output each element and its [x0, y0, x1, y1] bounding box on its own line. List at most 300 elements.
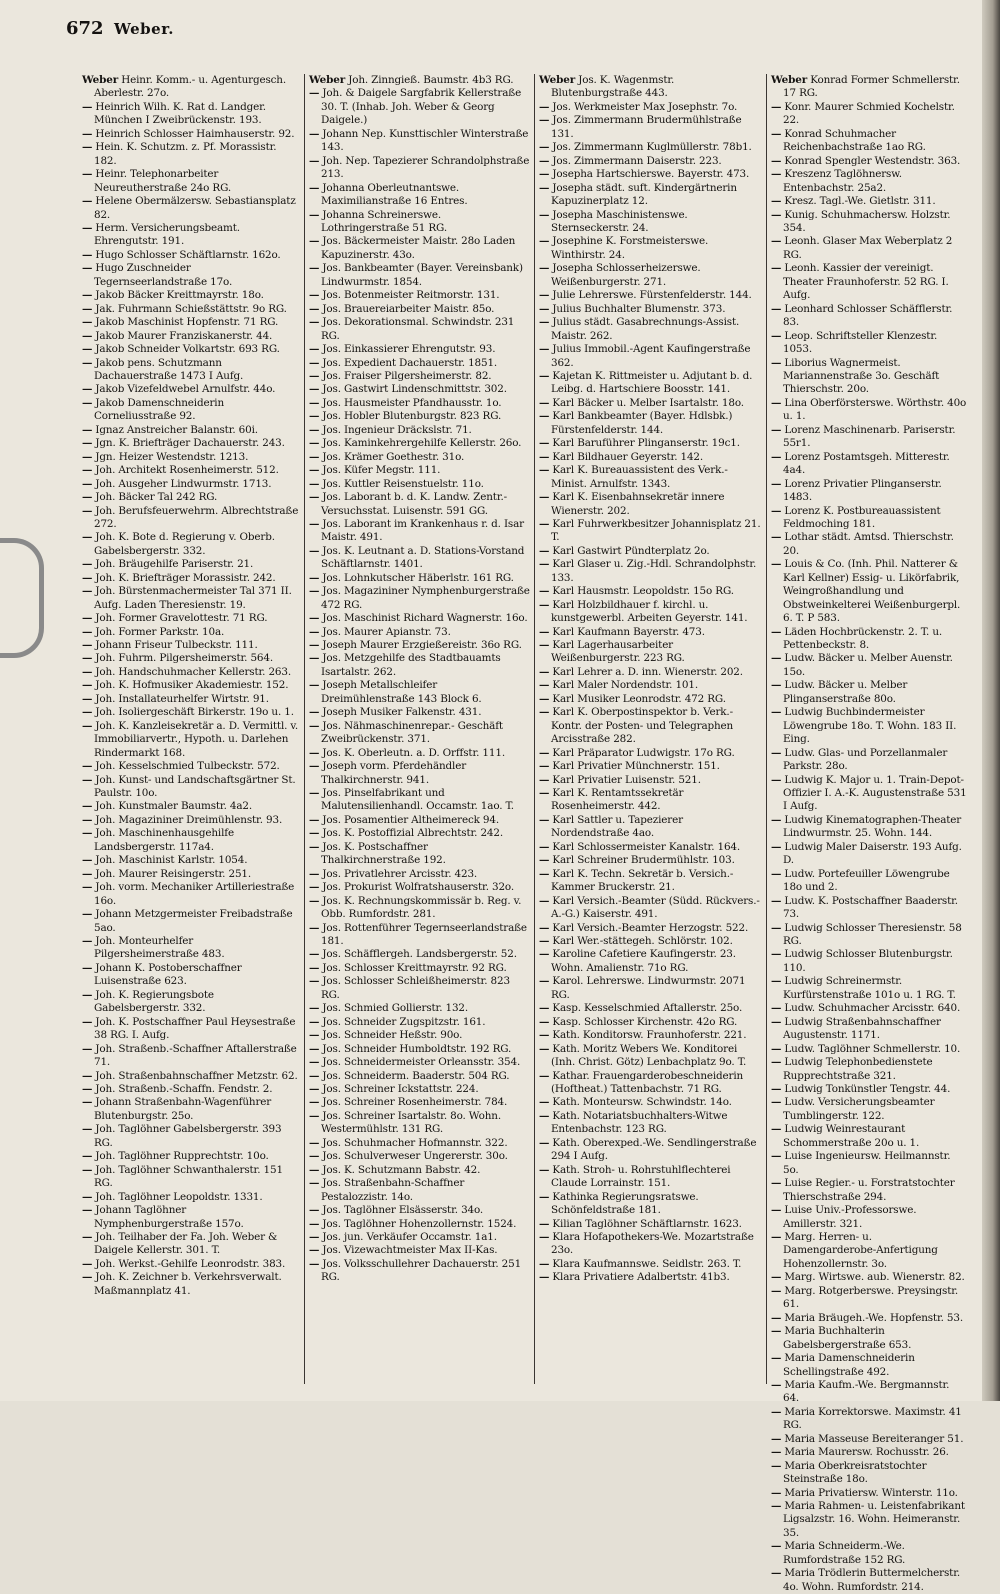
entry-text: Karl Privatier Luisenstr. 521. — [549, 773, 701, 786]
entry-text: Klara Privatiere Adalbertstr. 41b3. — [549, 1271, 730, 1284]
entry-surname: — — [771, 948, 782, 961]
entry-text: Heinrich Wilh. K. Rat d. Landger. München I Zweibrückenstr. 193. — [92, 100, 266, 127]
directory-entry — [771, 262, 968, 302]
directory-entry — [82, 666, 300, 679]
entry-text: Jgn. K. Briefträger Dachauerstr. 243. — [92, 437, 285, 450]
entry-surname: — — [82, 477, 93, 490]
entry-surname: — — [309, 316, 320, 329]
entry-text: Kasp. Schlosser Kirchenstr. 42o RG. — [549, 1015, 738, 1028]
directory-entry — [771, 1016, 968, 1043]
entry-text: Leop. Schriftsteller Klenzestr. 1053. — [781, 329, 938, 356]
entry-text: Kathinka Regierungsratswe. Schönfeldstraße 181. — [549, 1190, 699, 1217]
entry-text: Jos. Zimmermann Daiserstr. 223. — [549, 154, 722, 167]
entry-text: Karl Maler Nordendstr. 101. — [549, 679, 699, 692]
directory-entry — [309, 585, 530, 612]
entry-text: Jakob Bäcker Kreittmayrstr. 18o. — [92, 289, 264, 302]
entry-text: Maria Rahmen- u. Leistenfabrikant Ligsalzstr. 16. Wohn. Heimeranstr. 35. — [781, 1500, 965, 1539]
entry-surname: — — [82, 867, 93, 880]
directory-entry — [309, 410, 530, 423]
directory-entry — [82, 195, 300, 222]
entry-text: Joh. K. Zeichner b. Verkehrsverwalt. Maßmannplatz 41. — [92, 1271, 282, 1297]
entry-text: Jos. Kuttler Reisenstuelstr. 11o. — [319, 477, 484, 490]
entry-surname: — — [309, 1069, 320, 1082]
entry-text: Karl Baruführer Plinganserstr. 19c1. — [549, 437, 740, 450]
entry-text: Jos. jun. Verkäufer Occamstr. 1a1. — [319, 1230, 497, 1243]
entry-surname: — — [82, 1096, 93, 1109]
entry-text: Jos. Metzgehilfe des Stadtbauamts Isartalstr. 262. — [319, 652, 501, 678]
directory-entry — [309, 383, 530, 396]
entry-surname: — — [539, 208, 550, 221]
entry-text: Julius Immobil.-Agent Kaufingerstraße 362. — [549, 343, 751, 369]
directory-entry — [82, 1204, 300, 1231]
directory-entry — [82, 652, 300, 665]
entry-surname: — — [539, 598, 550, 611]
entry-text: Joh. K. Kanzleisekretär a. D. Vermittl. v. Immobiliarvertr., Hypoth. u. Darlehen Rindermarkt 168. — [92, 719, 299, 759]
entry-surname: — — [771, 1123, 782, 1136]
directory-entry — [539, 1231, 762, 1258]
entry-surname: — — [309, 1029, 320, 1042]
paper-clip — [0, 538, 44, 658]
directory-entry — [539, 693, 762, 706]
entry-text: Jos. Schneidermeister Orleansstr. 354. — [319, 1056, 521, 1069]
directory-entry — [309, 182, 530, 209]
entry-text: Jos. K. Postschaffner Thalkirchnerstraße 192. — [319, 840, 446, 867]
entry-surname: — — [82, 491, 93, 504]
directory-entry — [309, 1231, 530, 1244]
directory-entry — [539, 1043, 762, 1070]
directory-entry — [771, 679, 968, 706]
entry-text: Karl Hausmstr. Leopoldstr. 15o RG. — [549, 585, 734, 598]
entry-surname: — — [82, 1190, 93, 1203]
entry-text: Joseph Musiker Falkenstr. 431. — [319, 706, 482, 719]
entry-surname: — — [539, 369, 550, 382]
directory-entry — [309, 397, 530, 410]
entry-surname: — — [82, 127, 93, 140]
entry-surname: — — [771, 921, 782, 934]
directory-entry — [82, 814, 300, 827]
entry-surname: — — [82, 800, 93, 813]
entry-surname: — — [771, 1540, 782, 1553]
entry-text: Helene Obermälzersw. Sebastiansplatz 82. — [92, 195, 296, 221]
directory-entry — [539, 464, 762, 491]
entry-surname: — — [539, 840, 550, 853]
entry-text: Heinr. Komm.- u. Agenturgesch. Aberlestr. 27o. — [94, 74, 286, 100]
entry-text: Karl Privatier Münchnerstr. 151. — [549, 760, 720, 773]
entry-surname: — — [82, 854, 93, 867]
entry-text: Jakob pens. Schutzmann Dachauerstraße 1473 I Aufg. — [92, 356, 244, 382]
directory-entry — [539, 235, 762, 262]
entry-text: Johann Taglöhner Nymphenburgerstraße 157o. — [92, 1204, 244, 1230]
directory-entry — [309, 289, 530, 302]
entry-surname: — — [539, 706, 550, 719]
directory-entry — [539, 1137, 762, 1164]
directory-entry — [539, 787, 762, 814]
entry-text: Karl Bankbeamter (Bayer. Hdlsbk.) Fürstenfelderstr. 144. — [549, 410, 733, 436]
entry-surname: — — [82, 988, 93, 1001]
entry-text: Karl Bildhauer Geyerstr. 142. — [549, 450, 704, 463]
directory-entry — [771, 1056, 968, 1083]
directory-entry — [82, 612, 300, 625]
entry-text: Kilian Taglöhner Schäftlarnstr. 1623. — [549, 1217, 742, 1230]
directory-entry — [771, 195, 968, 208]
directory-entry — [82, 478, 300, 491]
entry-surname: — — [771, 1405, 782, 1418]
entry-surname: — — [82, 531, 93, 544]
directory-entry — [82, 101, 300, 128]
entry-surname: — — [82, 168, 93, 181]
directory-entry — [771, 1204, 968, 1231]
entry-text: Karl K. Bureauassistent des Verk.-Minist. Arnulfstr. 1343. — [549, 464, 728, 490]
entry-surname: — — [771, 746, 782, 759]
directory-entry — [309, 451, 530, 464]
entry-surname: — — [771, 1096, 782, 1109]
entry-text: Karl Präparator Ludwigstr. 17o RG. — [549, 746, 735, 759]
directory-entry — [771, 1352, 968, 1379]
directory-entry — [309, 881, 530, 894]
entry-surname: — — [771, 100, 782, 113]
directory-entry — [539, 760, 762, 773]
entry-text: Jos. Schreiner Rosenheimerstr. 784. — [319, 1096, 508, 1109]
entry-text: Jos. Posamentier Altheimereck 94. — [319, 813, 500, 826]
entry-surname: — — [771, 396, 782, 409]
entry-surname: — — [82, 100, 93, 113]
entry-text: Kathar. Frauengarderobeschneiderin (Hoftheat.) Tattenbachstr. 71 RG. — [549, 1069, 744, 1095]
entry-text: Lorenz Maschinenarb. Pariserstr. 55r1. — [781, 423, 956, 450]
entry-surname: — — [771, 450, 782, 463]
entry-text: Hein. K. Schutzm. z. Pf. Morassistr. 182. — [92, 141, 277, 167]
entry-surname: — — [771, 1204, 782, 1217]
entry-surname: — — [309, 383, 320, 396]
entry-text: Ludw. Versicherungsbeamter Tumblingerstr. 122. — [781, 1096, 935, 1122]
entry-text: Karl K. Rentamtssekretär Rosenheimerstr. 442. — [549, 787, 684, 813]
directory-entry — [82, 962, 300, 989]
directory-entry — [309, 518, 530, 545]
entry-text: Ludwig Kinematographen-Theater Lindwurmstr. 25. Wohn. 144. — [781, 813, 962, 840]
entry-surname: — — [309, 410, 320, 423]
directory-entry — [82, 1083, 300, 1096]
entry-text: Jos. Maschinist Richard Wagnerstr. 16o. — [319, 612, 528, 625]
entry-surname: — — [771, 1432, 782, 1445]
entry-surname: — — [309, 1244, 320, 1257]
directory-entry — [82, 1096, 300, 1123]
directory-entry — [309, 357, 530, 370]
entry-surname: — — [771, 302, 782, 315]
entry-surname: — — [539, 1136, 550, 1149]
entry-surname: — — [82, 289, 93, 302]
entry-text: Joh. Installateurhelfer Wirtstr. 91. — [92, 692, 269, 705]
entry-surname: — — [82, 1069, 93, 1082]
entry-text: Karl Fuhrwerkbesitzer Johannisplatz 21. T. — [549, 517, 761, 544]
entry-text: Jakob Schneider Volkartstr. 693 RG. — [92, 343, 280, 356]
directory-entry — [771, 1150, 968, 1177]
entry-surname: — — [309, 961, 320, 974]
entry-surname: — — [539, 625, 550, 638]
entry-surname: — — [771, 127, 782, 140]
directory-entry — [82, 74, 300, 101]
entry-text: Jos. Schmied Gollierstr. 132. — [319, 1002, 469, 1015]
entry-surname: — — [539, 1163, 550, 1176]
entry-surname: — — [82, 221, 93, 234]
entry-surname: — — [309, 544, 320, 557]
entry-surname: — — [539, 975, 550, 988]
directory-entry — [539, 101, 762, 114]
entry-surname: — — [771, 679, 782, 692]
entry-surname: — — [82, 760, 93, 773]
directory-entry — [539, 1258, 762, 1271]
entry-surname: — — [309, 181, 320, 194]
entry-text: Joseph Metallschleifer Dreimühlenstraße 143 Block 6. — [319, 679, 482, 705]
directory-entry — [539, 895, 762, 922]
entry-surname: — — [539, 1217, 550, 1230]
entry-text: Ludwig Straßenbahnschaffner Augustenstr. 1171. — [781, 1015, 941, 1042]
directory-entry — [82, 531, 300, 558]
entry-surname: — — [309, 1136, 320, 1149]
entry-text: Jos. Pinselfabrikant und Malutensilienhandl. Occamstr. 1ao. T. — [319, 787, 514, 813]
entry-surname: Weber — [82, 74, 119, 86]
entry-text: Louis & Co. (Inh. Phil. Natterer & Karl Kellner) Essig- u. Likörfabrik, Weingroßhandlung und Obstweinkelterei Weißenburgerpl. 6. T. P 583. — [781, 558, 961, 625]
entry-text: Klara Hofapothekers-We. Mozartstraße 23o. — [549, 1230, 754, 1257]
directory-entry — [82, 989, 300, 1016]
directory-entry — [539, 343, 762, 370]
entry-surname: — — [309, 585, 320, 598]
entry-surname: — — [771, 504, 782, 517]
directory-entry — [539, 1029, 762, 1042]
entry-surname: — — [539, 1042, 550, 1055]
entry-text: Joh. Former Parkstr. 10a. — [92, 625, 225, 638]
entry-text: Maria Privatiersw. Winterstr. 11o. — [781, 1486, 958, 1499]
entry-text: Ludw. Glas- und Porzellanmaler Parkstr. 28o. — [781, 746, 948, 773]
entry-text: Jos. Zimmermann Kuglmüllerstr. 78b1. — [549, 141, 752, 154]
directory-entry — [771, 1271, 968, 1284]
entry-text: Jos. Schreiner Ickstattstr. 224. — [319, 1082, 479, 1095]
entry-text: Jos. K. Postoffizial Albrechtstr. 242. — [319, 827, 504, 840]
entry-surname: — — [771, 1271, 782, 1284]
directory-entry — [771, 397, 968, 424]
entry-text: Lothar städt. Amtsd. Thierschstr. 20. — [781, 531, 954, 557]
entry-text: Ludwig Weinrestaurant Schommerstraße 20o u. 1. — [781, 1123, 920, 1149]
entry-text: Heinrich Schlosser Haimhauserstr. 92. — [92, 127, 295, 140]
entry-text: Jos. Expedient Dachauerstr. 1851. — [319, 356, 498, 369]
directory-entry — [309, 1164, 530, 1177]
entry-surname: — — [539, 585, 550, 598]
entry-surname: — — [771, 625, 782, 638]
entry-text: Kath. Konditorsw. Fraunhoferstr. 221. — [549, 1029, 747, 1042]
directory-entry — [539, 1218, 762, 1231]
entry-surname: — — [82, 262, 93, 275]
entry-text: Jos. Fraiser Pilgersheimerstr. 82. — [319, 369, 492, 382]
entry-text: Joh. Bürstenmachermeister Tal 371 II. Aufg. Laden Theresienstr. 19. — [92, 585, 292, 611]
entry-surname: — — [309, 1150, 320, 1163]
directory-entry — [309, 1056, 530, 1069]
entry-text: Johann Nep. Kunsttischler Winterstraße 143. — [319, 127, 529, 154]
entry-surname: — — [539, 491, 550, 504]
directory-entry — [309, 922, 530, 949]
entry-surname: — — [771, 1177, 782, 1190]
entry-text: Joh. Werkst.-Gehilfe Leonrodstr. 383. — [92, 1257, 286, 1270]
entry-text: Joseph Maurer Erzgießereistr. 36o RG. — [319, 639, 522, 652]
entry-surname: — — [309, 1042, 320, 1055]
entry-text: Jos. Vizewachtmeister Max II-Kas. — [319, 1244, 498, 1257]
entry-text: Joh. Teilhaber der Fa. Joh. Weber & Daigele Kellerstr. 301. T. — [92, 1230, 278, 1257]
entry-surname: — — [539, 894, 550, 907]
directory-entry — [309, 747, 530, 760]
entry-surname: — — [539, 1015, 550, 1028]
directory-entry — [82, 222, 300, 249]
entry-text: Josepha Hartschierswe. Bayerstr. 473. — [549, 168, 750, 181]
entry-surname: — — [309, 464, 320, 477]
directory-entry — [309, 1258, 530, 1285]
entry-text: Ludw. Taglöhner Schmellerstr. 10. — [781, 1042, 961, 1055]
directory-entry — [309, 74, 530, 87]
directory-entry — [82, 343, 300, 356]
directory-entry — [82, 168, 300, 195]
entry-surname: — — [82, 585, 93, 598]
directory-entry — [771, 1312, 968, 1325]
entry-text: Johanna Oberleutnantswe. Maximilianstraße 16 Entres. — [319, 181, 468, 208]
entry-surname: — — [82, 706, 93, 719]
entry-text: Jos. Schneiderm. Baaderstr. 504 RG. — [319, 1069, 510, 1082]
entry-text: Lina Oberförsterswe. Wörthstr. 40o u. 1. — [781, 396, 967, 423]
entry-text: Josepha Schlosserheizerswe. Weißenburgerstr. 271. — [549, 262, 701, 288]
entry-surname: — — [771, 423, 782, 436]
directory-entry — [539, 814, 762, 841]
directory-entry — [82, 585, 300, 612]
entry-text: Jos. Schneider Heßstr. 90o. — [319, 1029, 463, 1042]
entry-text: Ludw. Bäcker u. Melber Plinganserstraße 80o. — [781, 679, 908, 705]
entry-text: Jos. Ingenieur Dräckslstr. 71. — [319, 423, 472, 436]
entry-surname: — — [539, 1002, 550, 1015]
entry-surname: — — [771, 1230, 782, 1243]
entry-surname: Weber — [309, 74, 346, 86]
entry-text: Jakob Damenschneiderin Corneliusstraße 92. — [92, 396, 224, 423]
entry-text: Jos. Bankbeamter (Bayer. Vereinsbank) Lindwurmstr. 1854. — [319, 262, 523, 288]
entry-surname: — — [771, 1015, 782, 1028]
directory-entry — [309, 975, 530, 1002]
entry-text: Marg. Herren- u. Damengarderobe-Anfertigung Hohenzollernstr. 3o. — [781, 1230, 938, 1270]
entry-text: Jos. Taglöhner Hohenzollernstr. 1524. — [319, 1217, 517, 1230]
directory-entry — [539, 1016, 762, 1029]
directory-entry — [309, 1218, 530, 1231]
entry-surname: — — [771, 1500, 782, 1513]
directory-entry — [539, 639, 762, 666]
directory-entry — [771, 505, 968, 532]
entry-surname: — — [309, 1096, 320, 1109]
entry-text: Ludwig Telephonbedienstete Rupprechtstraße 321. — [781, 1056, 933, 1082]
entry-surname: — — [539, 154, 550, 167]
directory-entry — [771, 1446, 968, 1459]
entry-text: Joh. Taglöhner Leopoldstr. 1331. — [92, 1190, 263, 1203]
entry-text: Joh. Architekt Rosenheimerstr. 512. — [92, 464, 279, 477]
entry-surname: — — [539, 1190, 550, 1203]
entry-surname: — — [82, 302, 93, 315]
directory-entry — [539, 948, 762, 975]
directory-entry — [309, 545, 530, 572]
entry-text: Joh. Bäcker Tal 242 RG. — [92, 491, 218, 504]
directory-entry — [539, 841, 762, 854]
directory-entry — [771, 774, 968, 814]
entry-text: Johann Friseur Tulbeckstr. 111. — [92, 639, 258, 652]
entry-surname: — — [309, 289, 320, 302]
entry-surname: — — [82, 383, 93, 396]
entry-text: Hugo Schlosser Schäftlarnstr. 162o. — [92, 248, 281, 261]
entry-text: Jakob Maurer Franziskanerstr. 44. — [92, 329, 273, 342]
entry-surname: — — [539, 787, 550, 800]
entry-text: Leonh. Glaser Max Weberplatz 2 RG. — [781, 235, 953, 261]
directory-entry — [82, 249, 300, 262]
directory-entry — [771, 531, 968, 558]
entry-surname: — — [82, 679, 93, 692]
directory-entry — [771, 558, 968, 625]
entry-surname: — — [539, 316, 550, 329]
directory-entry — [82, 141, 300, 168]
entry-text: Joh. Isoliergeschäft Birkerstr. 19o u. 1. — [92, 706, 294, 719]
entry-text: Joh. Monteurhelfer Pilgersheimerstraße 483. — [92, 935, 225, 961]
entry-text: Julius Buchhalter Blumenstr. 373. — [549, 302, 726, 315]
directory-entry — [82, 760, 300, 773]
entry-text: Joh. Maurer Reisingerstr. 251. — [92, 867, 252, 880]
directory-entry — [771, 1231, 968, 1271]
entry-text: Jos. Laborant im Krankenhaus r. d. Isar Maistr. 491. — [319, 517, 524, 544]
entry-text: Jos. Hausmeister Pfandhausstr. 1o. — [319, 396, 502, 409]
entry-surname: — — [82, 1042, 93, 1055]
entry-text: Konrad Former Schmellerstr. 17 RG. — [783, 74, 960, 100]
entry-surname: — — [309, 450, 320, 463]
entry-text: Joh. Ausgeher Lindwurmstr. 1713. — [92, 477, 272, 490]
directory-entry — [82, 881, 300, 908]
entry-text: Joh. Kunst- und Landschaftsgärtner St. Paulstr. 10o. — [92, 773, 296, 800]
entry-surname: — — [82, 329, 93, 342]
directory-entry — [771, 330, 968, 357]
entry-text: Ludwig Schlosser Blutenburgstr. 110. — [781, 948, 953, 974]
entry-surname: — — [539, 1096, 550, 1109]
entry-text: Leonhard Schlosser Schäfflerstr. 83. — [781, 302, 953, 329]
directory-entry — [771, 1460, 968, 1487]
entry-text: Ludwig Buchbindermeister Löwengrube 18o. T. Wohn. 183 II. Eing. — [781, 706, 957, 746]
directory-entry — [309, 209, 530, 236]
page-number: 672 — [66, 18, 104, 39]
entry-surname: — — [771, 1150, 782, 1163]
entry-surname: — — [82, 1204, 93, 1217]
entry-text: Joh. K. Bote d. Regierung v. Oberb. Gabelsbergerstr. 332. — [92, 531, 275, 557]
directory-entry — [309, 1043, 530, 1056]
entry-text: Maria Masseuse Bereiteranger 51. — [781, 1432, 964, 1445]
directory-entry — [771, 922, 968, 949]
directory-entry — [771, 747, 968, 774]
entry-text: Klara Kaufmannswe. Seidlstr. 263. T. — [549, 1257, 742, 1270]
entry-surname: Weber — [539, 74, 576, 86]
entry-text: Jos. Magazininer Nymphenburgerstraße 472 RG. — [319, 585, 530, 611]
entry-surname: — — [539, 396, 550, 409]
directory-entry — [309, 343, 530, 356]
entry-text: Kajetan K. Rittmeister u. Adjutant b. d. Leibg. d. Hartschiere Boosstr. 141. — [549, 369, 753, 396]
entry-surname: — — [82, 423, 93, 436]
directory-entry — [539, 114, 762, 141]
entry-surname: — — [82, 464, 93, 477]
entry-text: Karoline Cafetiere Kaufingerstr. 23. Wohn. Amalienstr. 71o RG. — [549, 948, 736, 974]
directory-entry — [539, 370, 762, 397]
directory-entry — [771, 706, 968, 746]
entry-text: Kath. Monteursw. Schwindstr. 14o. — [549, 1096, 732, 1109]
entry-surname: — — [771, 1311, 782, 1324]
directory-entry — [771, 235, 968, 262]
entry-surname: — — [771, 356, 782, 369]
directory-entry — [82, 128, 300, 141]
directory-entry — [539, 155, 762, 168]
entry-text: Lorenz K. Postbureauassistent Feldmoching 181. — [781, 504, 941, 530]
directory-entry — [309, 424, 530, 437]
directory-entry — [82, 397, 300, 424]
entry-surname: — — [309, 1082, 320, 1095]
